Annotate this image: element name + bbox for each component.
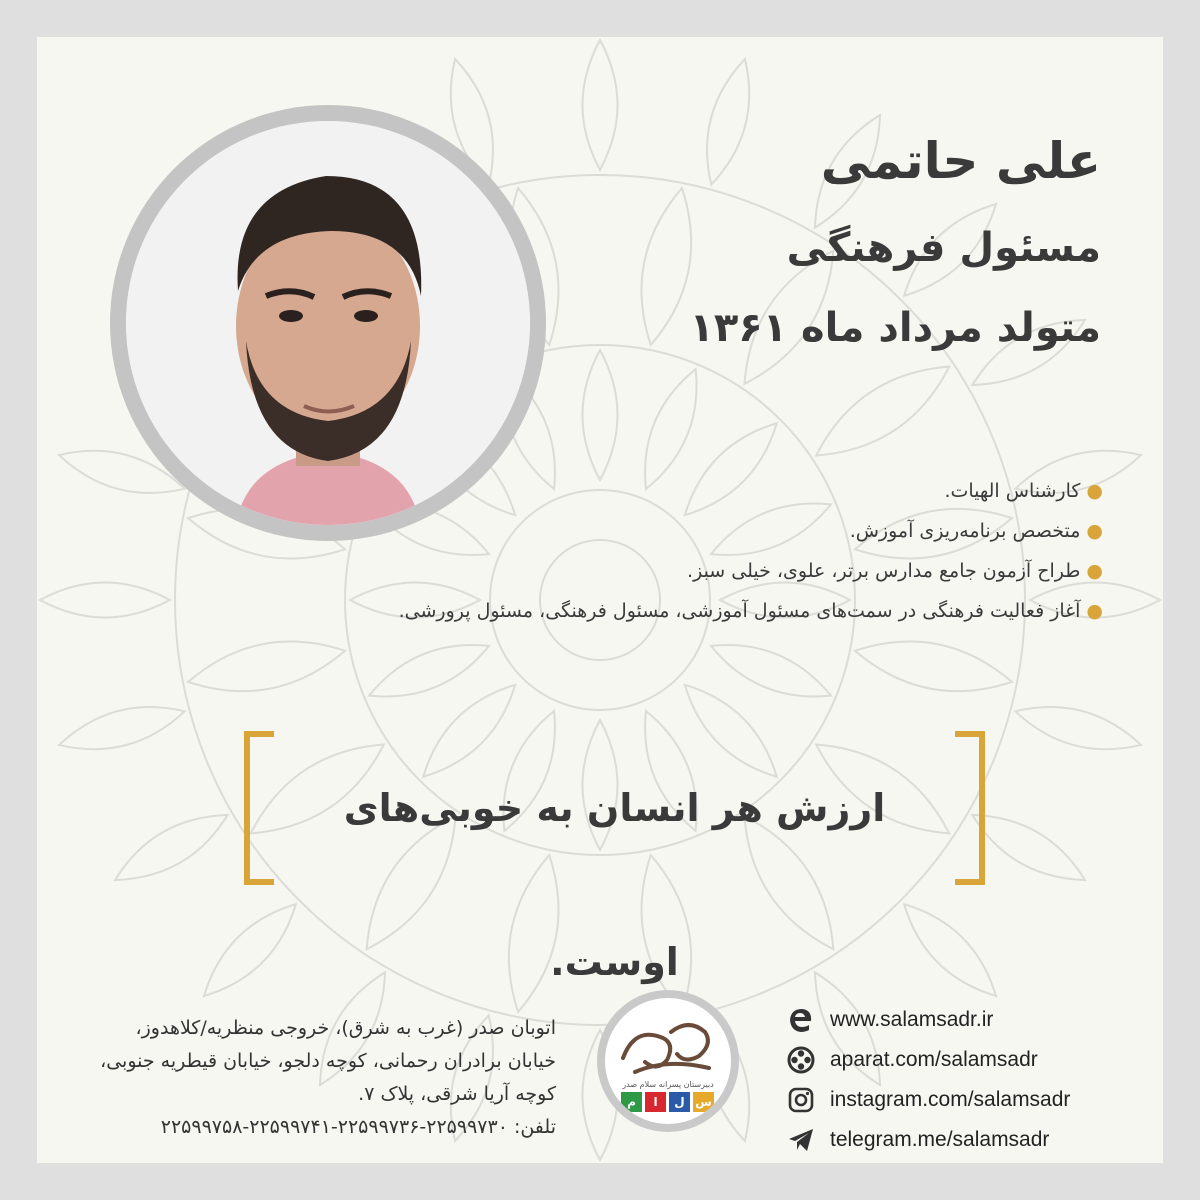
bullet-dot-icon: ● (1086, 520, 1103, 542)
logo-letter: س (693, 1092, 714, 1112)
person-name: علی حاتمی (820, 132, 1101, 190)
profile-card (37, 37, 1163, 1163)
telegram-icon (784, 1123, 818, 1157)
contact-links (784, 1000, 1070, 1160)
portrait-photo (126, 121, 530, 525)
telegram-link[interactable]: telegram.me/salamsadr (784, 1120, 1070, 1160)
logo-letter: م (621, 1092, 642, 1112)
bio-item: ●طراح آزمون جامع مدارس برتر، علوی، خیلی سبز. (687, 560, 1103, 582)
address-line: کوچه آریا شرقی، پلاک ۷. (358, 1083, 556, 1105)
quote-bracket-left (244, 731, 274, 885)
logo-letter: ل (669, 1092, 690, 1112)
instagram-link[interactable]: instagram.com/salamsadr (784, 1080, 1070, 1120)
logo-tagline: دبیرستان پسرانه سلام صدر (622, 1080, 714, 1089)
instagram-icon (784, 1083, 818, 1117)
logo-letter: ا (645, 1092, 666, 1112)
bio-item: ●کارشناس الهیات. (944, 480, 1103, 502)
quote-bracket-right (955, 731, 985, 885)
aparat-icon (784, 1043, 818, 1077)
phone-numbers: تلفن: ۲۲۵۹۹۷۳۰-۲۲۵۹۹۷۳۶-۲۲۵۹۹۷۴۱-۲۲۵۹۹۷۵۸ (160, 1116, 556, 1138)
bullet-dot-icon: ● (1086, 480, 1103, 502)
bio-list (243, 471, 1103, 631)
bio-item: ●آغاز فعالیت فرهنگی در سمت‌های مسئول آموزشی، مسئول فرهنگی، مسئول پرورشی. (398, 600, 1103, 622)
bullet-dot-icon: ● (1086, 560, 1103, 582)
birth-date: متولد مرداد ماه ۱۳۶۱ (689, 305, 1101, 351)
school-logo (597, 990, 739, 1132)
quote-text: ارزش هر انسان به خوبی‌های اوست. (343, 786, 886, 984)
bullet-dot-icon: ● (1086, 600, 1103, 622)
address-block (37, 1012, 556, 1144)
bio-item: ●متخصص برنامه‌ریزی آموزش. (849, 520, 1103, 542)
website-link[interactable]: www.salamsadr.ir (784, 1000, 1070, 1040)
aparat-link[interactable]: aparat.com/salamsadr (784, 1040, 1070, 1080)
logo-letters (621, 1092, 714, 1112)
address-line: خیابان برادران رحمانی، کوچه دلجو، خیابان قیطریه جنوبی، (100, 1050, 556, 1072)
address-line: اتوبان صدر (غرب به شرق)، خروجی منظریه/کلاهدوز، (135, 1017, 556, 1039)
person-role: مسئول فرهنگی (786, 225, 1101, 271)
edge-icon (784, 1003, 818, 1037)
